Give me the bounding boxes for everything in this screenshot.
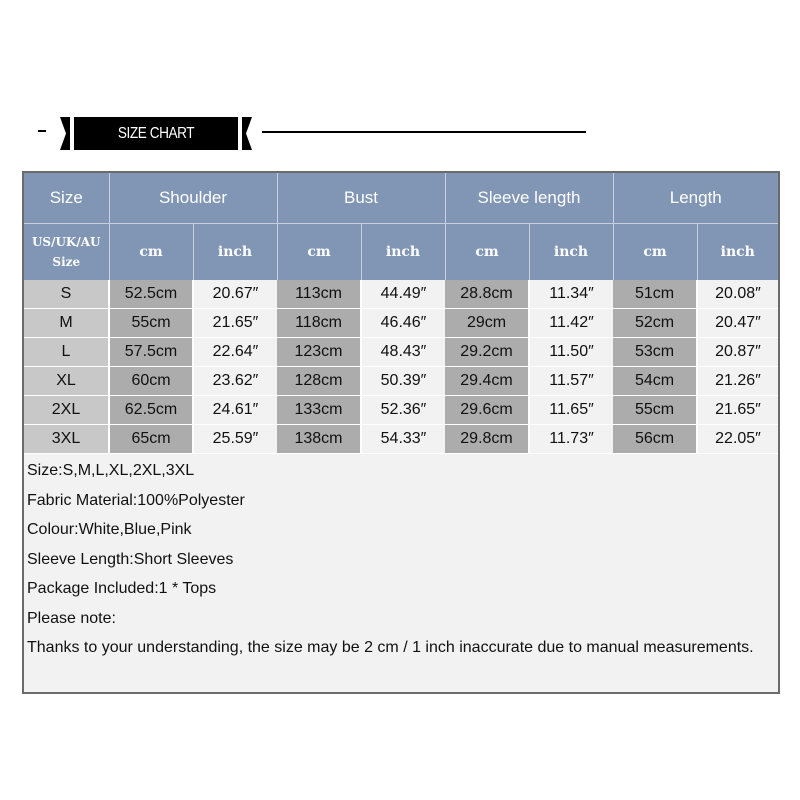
- header-sleeve-length: Sleeve length: [445, 173, 613, 224]
- length-inch: 21.65″: [697, 396, 778, 425]
- unit-inch: inch: [529, 224, 613, 281]
- size-chart-frame: [22, 171, 780, 694]
- note-sleeve: Sleeve Length:Short Sleeves: [27, 550, 234, 568]
- unit-inch: inch: [361, 224, 445, 281]
- banner-left-dash: [38, 130, 46, 132]
- table-row: [24, 367, 778, 396]
- unit-header-row: [24, 224, 778, 281]
- table-row: [24, 396, 778, 425]
- header-size-region-line1: US/UK/AU: [31, 235, 101, 249]
- table-row: [24, 338, 778, 367]
- size-chart-banner: [60, 117, 252, 150]
- length-cm: 56cm: [613, 425, 697, 454]
- sleeve-cm: 29.6cm: [445, 396, 529, 425]
- shoulder-cm: 60cm: [109, 367, 193, 396]
- product-notes: [27, 456, 772, 663]
- size-cell: 3XL: [24, 425, 109, 454]
- note-fabric: Fabric Material:100%Polyester: [27, 491, 245, 509]
- header-size-region: [24, 224, 109, 281]
- banner-title: SIZE CHART: [117, 124, 195, 142]
- unit-cm: cm: [109, 224, 193, 281]
- sleeve-inch: 11.34″: [529, 280, 613, 309]
- bust-cm: 133cm: [277, 396, 361, 425]
- length-inch: 21.26″: [697, 367, 778, 396]
- shoulder-inch: 24.61″: [193, 396, 277, 425]
- length-cm: 51cm: [613, 280, 697, 309]
- bust-cm: 113cm: [277, 280, 361, 309]
- bust-inch: 44.49″: [361, 280, 445, 309]
- length-inch: 20.87″: [697, 338, 778, 367]
- table-row: [24, 309, 778, 338]
- length-cm: 54cm: [613, 367, 697, 396]
- bust-inch: 52.36″: [361, 396, 445, 425]
- length-cm: 53cm: [613, 338, 697, 367]
- length-cm: 55cm: [613, 396, 697, 425]
- header-size: Size: [24, 173, 109, 224]
- header-bust: Bust: [277, 173, 445, 224]
- table-row: [24, 425, 778, 454]
- banner-right-rule: [262, 131, 586, 133]
- shoulder-cm: 57.5cm: [109, 338, 193, 367]
- size-cell: S: [24, 280, 109, 309]
- size-cell: XL: [24, 367, 109, 396]
- note-package: Package Included:1 * Tops: [27, 580, 217, 597]
- sleeve-inch: 11.65″: [529, 396, 613, 425]
- note-please-note: Please note:: [27, 609, 116, 627]
- size-cell: M: [24, 309, 109, 338]
- unit-inch: inch: [697, 224, 778, 281]
- size-table: [24, 173, 778, 454]
- bust-cm: 118cm: [277, 309, 361, 338]
- header-shoulder: Shoulder: [109, 173, 277, 224]
- note-sizes: Size:S,M,L,XL,2XL,3XL: [27, 462, 195, 479]
- bust-inch: 48.43″: [361, 338, 445, 367]
- shoulder-inch: 22.64″: [193, 338, 277, 367]
- sleeve-inch: 11.50″: [529, 338, 613, 367]
- sleeve-cm: 29cm: [445, 309, 529, 338]
- length-cm: 52cm: [613, 309, 697, 338]
- table-row: [24, 280, 778, 309]
- bust-inch: 54.33″: [361, 425, 445, 454]
- shoulder-cm: 62.5cm: [109, 396, 193, 425]
- shoulder-cm: 55cm: [109, 309, 193, 338]
- sleeve-cm: 29.4cm: [445, 367, 529, 396]
- sleeve-inch: 11.57″: [529, 367, 613, 396]
- unit-inch: inch: [193, 224, 277, 281]
- sleeve-inch: 11.73″: [529, 425, 613, 454]
- shoulder-inch: 21.65″: [193, 309, 277, 338]
- note-colour: Colour:White,Blue,Pink: [27, 521, 192, 538]
- length-inch: 20.47″: [697, 309, 778, 338]
- sleeve-cm: 29.2cm: [445, 338, 529, 367]
- shoulder-cm: 65cm: [109, 425, 193, 454]
- shoulder-inch: 23.62″: [193, 367, 277, 396]
- length-inch: 20.08″: [697, 280, 778, 309]
- bust-cm: 123cm: [277, 338, 361, 367]
- sleeve-cm: 29.8cm: [445, 425, 529, 454]
- size-cell: L: [24, 338, 109, 367]
- header-length: Length: [613, 173, 778, 224]
- sleeve-cm: 28.8cm: [445, 280, 529, 309]
- shoulder-cm: 52.5cm: [109, 280, 193, 309]
- bust-cm: 138cm: [277, 425, 361, 454]
- length-inch: 22.05″: [697, 425, 778, 454]
- sleeve-inch: 11.42″: [529, 309, 613, 338]
- shoulder-inch: 25.59″: [193, 425, 277, 454]
- unit-cm: cm: [613, 224, 697, 281]
- bust-inch: 50.39″: [361, 367, 445, 396]
- bust-inch: 46.46″: [361, 309, 445, 338]
- bust-cm: 128cm: [277, 367, 361, 396]
- unit-cm: cm: [445, 224, 529, 281]
- size-cell: 2XL: [24, 396, 109, 425]
- unit-cm: cm: [277, 224, 361, 281]
- shoulder-inch: 20.67″: [193, 280, 277, 309]
- header-size-region-line2: Size: [52, 255, 81, 269]
- note-disclaimer: Thanks to your understanding, the size may be 2 cm / 1 inch inaccurate due to manual measurements.: [27, 639, 754, 656]
- group-header-row: [24, 173, 778, 224]
